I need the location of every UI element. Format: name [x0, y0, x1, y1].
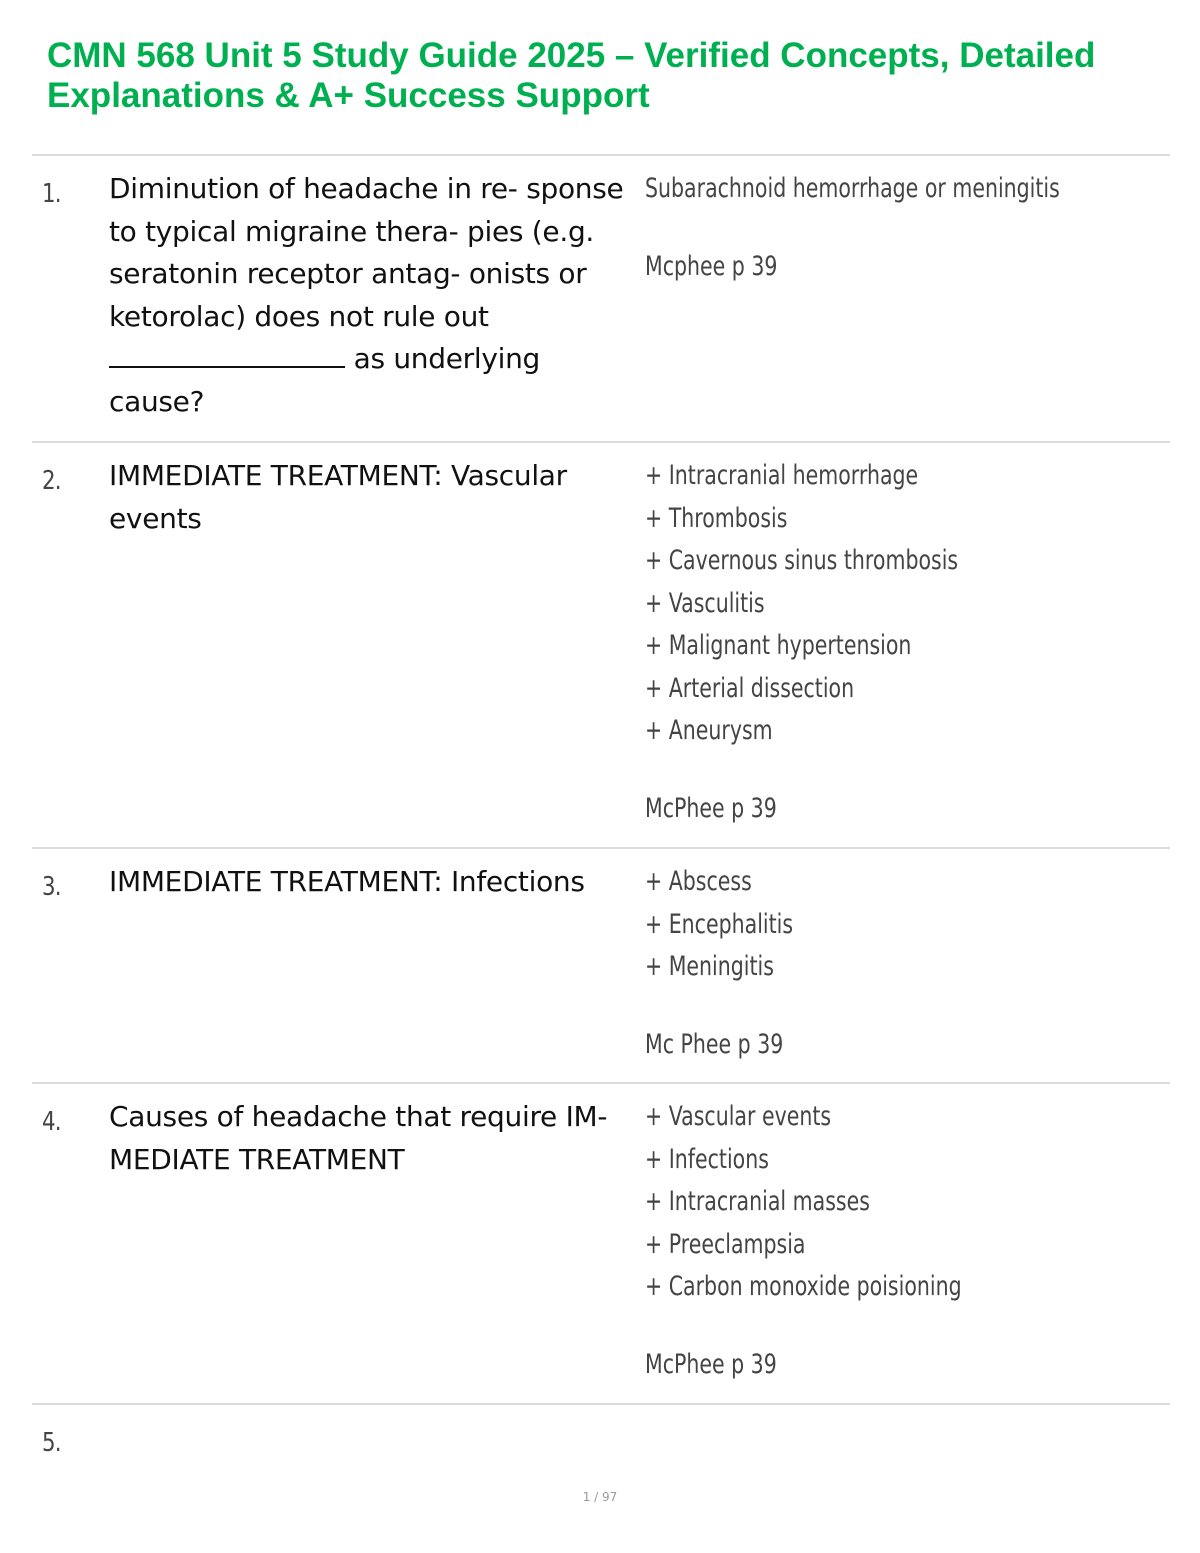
flashcard — [32, 1082, 1170, 1403]
answer-line: + Malignant hypertension — [645, 630, 912, 661]
reference: Mcphee p 39 — [645, 250, 778, 282]
answer-line: + Encephalitis — [645, 908, 794, 940]
answer-line: + Vascular events — [645, 1101, 832, 1132]
flashcard — [32, 847, 1170, 1082]
answer-line: + Aneurysm — [645, 715, 773, 746]
answer-line: + Preeclampsia — [645, 1228, 806, 1260]
term-text-end: as underlying cause? — [109, 342, 541, 418]
card-number: 4. — [42, 1107, 61, 1137]
flashcard — [32, 441, 1170, 847]
page-indicator: 1 / 97 — [582, 1490, 618, 1504]
reference: McPhee p 39 — [645, 792, 777, 824]
card-definition — [645, 455, 1040, 830]
card-definition — [645, 1096, 1040, 1386]
card-term: IMMEDIATE TREATMENT: Vascular events — [109, 459, 567, 535]
card-term: Causes of headache that require IM- MEDIATE TREATMENT — [109, 1100, 608, 1176]
card-term — [109, 168, 629, 424]
answer-line: + Intracranial masses — [645, 1186, 870, 1217]
card-number: 3. — [42, 872, 61, 902]
answer-line: + Meningitis — [645, 951, 774, 982]
answer-line: + Carbon monoxide poisioning — [645, 1271, 962, 1302]
answer-line: + Infections — [645, 1143, 769, 1175]
flashcard — [32, 154, 1170, 441]
card-definition — [645, 861, 1040, 1066]
answer-line: + Abscess — [645, 866, 752, 897]
answer-line: Subarachnoid hemorrhage or meningitis — [645, 173, 1060, 204]
answer-line: + Intracranial hemorrhage — [645, 460, 919, 491]
reference: Mc Phee p 39 — [645, 1028, 784, 1060]
card-definition — [645, 168, 1060, 288]
card-number: 1. — [42, 179, 61, 209]
answer-line: + Arterial dissection — [645, 672, 855, 704]
card-number: 5. — [42, 1428, 61, 1458]
reference: McPhee p 39 — [645, 1348, 777, 1380]
flashcard-list — [32, 154, 1170, 1483]
flashcard — [32, 1403, 1170, 1483]
card-term: IMMEDIATE TREATMENT: Infections — [109, 865, 585, 898]
term-text: Diminution of headache in re- sponse to typical migraine thera- pies (e.g. seratonin receptor antag- onists or ketorolac) does not rule out — [109, 172, 624, 333]
card-number: 2. — [42, 466, 61, 496]
answer-line: + Vasculitis — [645, 587, 765, 619]
answer-line: + Thrombosis — [645, 502, 788, 534]
answer-line: + Cavernous sinus thrombosis — [645, 545, 959, 576]
fill-in-blank — [109, 338, 345, 368]
page-title: CMN 568 Unit 5 Study Guide 2025 – Verified Concepts, Detailed Explanations & A+ Success Support — [47, 36, 1096, 115]
